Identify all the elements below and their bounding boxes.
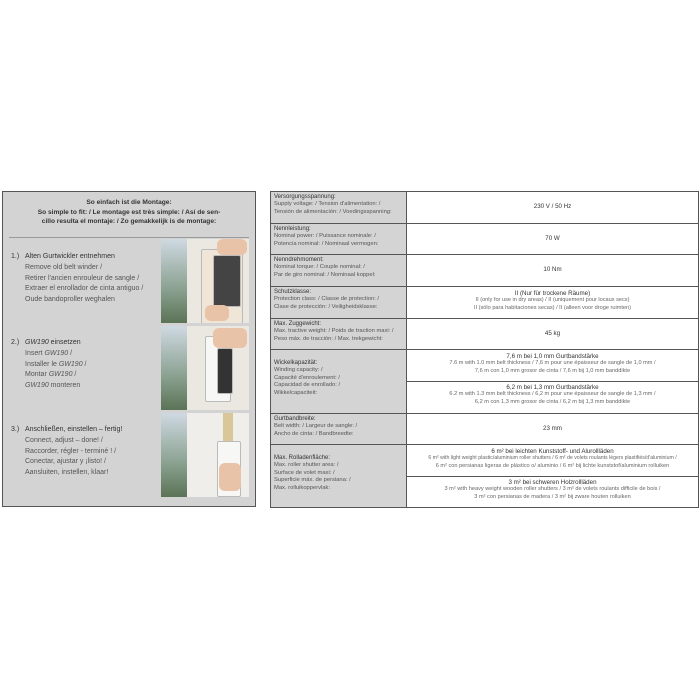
spec-label: Gurtbandbreite: Belt width: / Largeur de sangle: / Ancho de cinta: / Bandbreedte: bbox=[271, 414, 407, 444]
spec-row-tractive-weight bbox=[271, 319, 698, 350]
step-heading: einsetzen bbox=[48, 339, 81, 346]
spec-row-torque bbox=[271, 255, 698, 287]
spec-value: 6 m² bei leichten Kunststoff- und Alurollläden 6 m² with light weight plastic/aluminium roller shutters / 6 m² de volets roulants légers plastifiés/d'aluminium / 6 m² con persianas ligeras de plástico o/ aluminio / 6 m² bij lichte kunststof/aluminium rolluiken 3 m² bei schweren Holzrollläden 3 m² with heavy weight wooden roller shutters / 3 m² de volets roulants difficile de bois / 3 m² con persianas de madera / 3 m² bij zware houten rolluiken bbox=[407, 445, 698, 507]
step-line: Raccorder, régler - terminé ! / bbox=[25, 447, 117, 455]
step-line: Retirer l'ancien enrouleur de sangle / bbox=[25, 274, 140, 282]
step-line: Insert GW190 / bbox=[25, 349, 73, 357]
spec-row-power bbox=[271, 224, 698, 255]
spec-value: 230 V / 50 Hz bbox=[533, 203, 572, 210]
montage-header bbox=[3, 192, 255, 227]
spec-label: Schutzklasse: Protection class: / Classe de protection: / Clase de protección: / Veiligheidsklasse: bbox=[271, 287, 407, 318]
spec-label: Wickelkapazität: Winding capacity: / Capacité d'enroulement: / Capacidad de enrollado: / Wikkelcapaciteit: bbox=[271, 350, 407, 413]
spec-label: Max. Rolladenfläche: Max. roller shutter area: / Surface de volet maxi: / Superficie máx. de persiana: / Max. rolluikoppervlak: bbox=[271, 445, 407, 507]
spec-label: Nennleistung: Nominal power: / Puissance nominale: / Potencia nominal: / Nominaal vermogen: bbox=[271, 224, 407, 254]
step-line: Montar GW190 / bbox=[25, 371, 77, 379]
step-line: Extraer el enrollador de cinta antiguo / bbox=[25, 285, 144, 293]
spec-row-belt-width bbox=[271, 414, 698, 445]
spec-row-shutter-area bbox=[271, 445, 698, 507]
spec-label: Nenndrehmoment: Nominal torque: / Couple nominal: / Par de giro nominal: / Nominaal koppel: bbox=[271, 255, 407, 286]
spec-value: II (Nur für trockene Räume) II (only for use in dry areas) / II (uniquement pour locaux secs) II (sólo para habitaciones secas) / II (alleen voor droge ruimten) bbox=[473, 290, 631, 311]
divider bbox=[9, 237, 249, 238]
spec-value: 7,6 m bei 1,0 mm Gurtbandstärke 7.6 m with 1.0 mm belt thickness / 7,6 m pour une épaisseur de sangle de 1,0 mm / 7,6 m con 1,0 mm grosor de cinta / 7,6 m bij 1,0 mm banddikte 6,2 m bei 1,3 mm Gurtbandstärke 6.2 m with 1.3 mm belt thickness / 6,2 m pour une épaisseur de sangle de 1,3 mm / 6,2 m con 1,3 mm grosor de cinta / 6,2 m bij 1,3 mm banddikte bbox=[407, 350, 698, 413]
montage-title-multi-1: So simple to fit: / Le montage est très simple: / Así de sen- bbox=[37, 208, 221, 216]
step-1 bbox=[11, 252, 163, 306]
step-line: Aansluiten, instellen, klaar! bbox=[25, 469, 109, 477]
step-number: 2.) bbox=[11, 339, 20, 346]
montage-title-de: So einfach ist die Montage: bbox=[86, 199, 172, 206]
step-line: Oude bandoproller weghalen bbox=[25, 296, 115, 304]
model-name: GW190 bbox=[25, 339, 49, 346]
spec-row-winding-capacity bbox=[271, 350, 698, 414]
spec-label: Max. Zuggewicht: Max. tractive weight: / Poids de traction maxi: / Peso máx. de tracción: / Max. trekgewicht: bbox=[271, 319, 407, 349]
spec-value: 23 mm bbox=[543, 425, 562, 432]
step-line: GW190 monteren bbox=[25, 382, 81, 390]
spec-value: 10 Nm bbox=[543, 266, 562, 273]
step-line: Remove old belt winder / bbox=[25, 263, 103, 271]
montage-panel bbox=[2, 191, 256, 507]
step-heading: Alten Gurtwickler entnehmen bbox=[25, 253, 115, 260]
spec-label: Versorgungsspannung: Supply voltage: / Tension d'alimentation: / Tensión de alimentación: / Voedingsspanning: bbox=[271, 192, 407, 223]
spec-value: 70 W bbox=[545, 235, 560, 242]
step-number: 3.) bbox=[11, 426, 20, 433]
montage-title-multi-2: cillo resulta el montaje: / Zo gemakkelijk is de montage: bbox=[41, 218, 217, 226]
photo-insert-gw190 bbox=[161, 326, 249, 410]
spec-value: 45 kg bbox=[544, 330, 561, 337]
step-line: Connect, adjust – done! / bbox=[25, 436, 103, 444]
step-line: Conectar, ajustar y ¡listo! / bbox=[25, 458, 106, 466]
step-line: Installer le GW190 / bbox=[25, 360, 87, 368]
step-3 bbox=[11, 425, 163, 479]
spec-table bbox=[270, 191, 699, 508]
spec-row-voltage bbox=[271, 192, 698, 224]
step-heading: Anschließen, einstellen – fertig! bbox=[25, 426, 123, 433]
step-2 bbox=[11, 338, 163, 392]
photo-connect-adjust bbox=[161, 413, 249, 497]
photo-remove-winder bbox=[161, 239, 249, 323]
step-number: 1.) bbox=[11, 253, 20, 260]
spec-row-protection bbox=[271, 287, 698, 319]
